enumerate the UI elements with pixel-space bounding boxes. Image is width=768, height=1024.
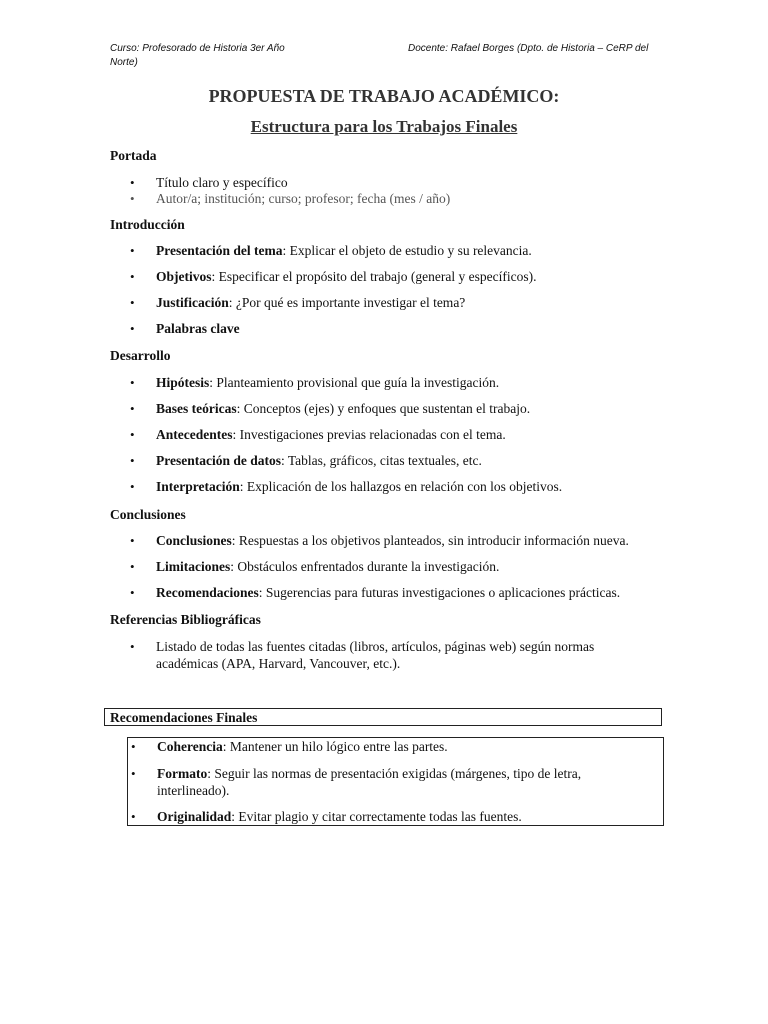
bullet-icon: • — [130, 585, 135, 600]
list-item — [110, 243, 537, 259]
bullet-icon: • — [130, 479, 135, 494]
bullet-icon: • — [130, 453, 135, 468]
list-item — [110, 638, 630, 672]
list-item — [110, 375, 562, 391]
item-text: Autor/a; institución; curso; profesor; fecha (mes / año) — [156, 191, 451, 206]
item-term: Objetivos — [156, 269, 212, 284]
section-heading-referencias: Referencias Bibliográficas — [110, 612, 261, 627]
page-subtitle: Estructura para los Trabajos Finales — [250, 117, 518, 136]
header-course — [110, 42, 320, 70]
item-term: Limitaciones — [156, 559, 231, 574]
list-item — [110, 559, 629, 575]
item-term: Formato — [157, 766, 208, 781]
list-item — [110, 453, 562, 469]
list-item — [110, 175, 450, 191]
item-text: : Tablas, gráficos, citas textuales, etc. — [281, 453, 482, 468]
list-item — [111, 739, 631, 755]
item-term: Justificación — [156, 295, 229, 310]
list-item — [111, 809, 631, 825]
list-item — [110, 585, 629, 601]
bullet-icon: • — [131, 766, 136, 781]
list-conclusiones — [110, 533, 629, 601]
item-term: Bases teóricas — [156, 401, 237, 416]
bullet-icon: • — [130, 191, 135, 206]
item-term: Interpretación — [156, 479, 240, 494]
item-text: : Investigaciones previas relacionadas con el tema. — [232, 427, 506, 442]
bullet-icon: • — [130, 243, 135, 258]
list-recomendaciones-finales — [111, 739, 631, 825]
bullet-icon: • — [130, 639, 135, 654]
item-term: Antecedentes — [156, 427, 233, 442]
item-text: : Obstáculos enfrentados durante la investigación. — [230, 559, 500, 574]
list-item — [110, 321, 537, 337]
item-term: Presentación del tema — [156, 243, 283, 258]
bullet-icon: • — [130, 295, 135, 310]
list-item — [110, 427, 562, 443]
item-text: : Evitar plagio y citar correctamente todas las fuentes. — [231, 809, 522, 824]
list-introduccion — [110, 243, 537, 337]
item-text: : Explicación de los hallazgos en relación con los objetivos. — [239, 479, 563, 494]
bullet-icon: • — [130, 269, 135, 284]
bullet-icon: • — [131, 739, 136, 754]
item-text: : Seguir las normas de presentación exigidas (márgenes, tipo de letra, interlineado). — [157, 766, 582, 798]
item-text: : Especificar el propósito del trabajo (general y específicos). — [211, 269, 537, 284]
section-heading-conclusiones: Conclusiones — [110, 507, 186, 522]
item-text: : Mantener un hilo lógico entre las partes. — [222, 739, 448, 754]
list-item — [110, 269, 537, 285]
item-term: Hipótesis — [156, 375, 210, 390]
list-item — [110, 401, 562, 417]
item-term: Palabras clave — [156, 321, 240, 336]
bullet-icon: • — [130, 559, 135, 574]
section-heading-introduccion: Introducción — [110, 217, 185, 232]
section-heading-portada: Portada — [110, 148, 157, 163]
item-term: Originalidad — [157, 809, 232, 824]
header-course-line1: Curso: Profesorado de Historia 3er Año — [110, 43, 285, 54]
page-title: PROPUESTA DE TRABAJO ACADÉMICO: — [208, 86, 560, 106]
item-text: : Sugerencias para futuras investigaciones o aplicaciones prácticas. — [258, 585, 621, 600]
item-text: Título claro y específico — [156, 175, 288, 190]
header-teacher: Docente: Rafael Borges (Dpto. de Historia – CeRP del — [408, 43, 649, 54]
item-text: : Planteamiento provisional que guía la investigación. — [209, 375, 500, 390]
list-item — [110, 191, 450, 207]
item-term: Recomendaciones — [156, 585, 259, 600]
bullet-icon: • — [130, 401, 135, 416]
item-term: Conclusiones — [156, 533, 232, 548]
item-text: Listado de todas las fuentes citadas (libros, artículos, páginas web) según normas académicas (APA, Harvard, Vancouver, etc.). — [156, 639, 595, 671]
item-term: Presentación de datos — [156, 453, 281, 468]
recomendaciones-finales-box — [127, 737, 664, 826]
bullet-icon: • — [130, 175, 135, 190]
item-text: : ¿Por qué es importante investigar el tema? — [228, 295, 466, 310]
bullet-icon: • — [130, 427, 135, 442]
list-item — [110, 295, 537, 311]
recomendaciones-finales-heading: Recomendaciones Finales — [104, 708, 662, 726]
bullet-icon: • — [130, 533, 135, 548]
bullet-icon: • — [130, 375, 135, 390]
list-desarrollo — [110, 375, 562, 495]
item-text: : Conceptos (ejes) y enfoques que sustentan el trabajo. — [236, 401, 531, 416]
item-text: : Respuestas a los objetivos planteados, sin introducir información nueva. — [231, 533, 629, 548]
section-heading-desarrollo: Desarrollo — [110, 348, 171, 363]
item-text: : Explicar el objeto de estudio y su relevancia. — [282, 243, 532, 258]
header-course-line2: Norte) — [110, 57, 138, 68]
list-item — [111, 765, 631, 799]
list-referencias — [110, 638, 630, 672]
list-item — [110, 533, 629, 549]
list-item — [110, 479, 562, 495]
list-portada — [110, 175, 450, 207]
item-term: Coherencia — [157, 739, 223, 754]
bullet-icon: • — [131, 809, 136, 824]
bullet-icon: • — [130, 321, 135, 336]
